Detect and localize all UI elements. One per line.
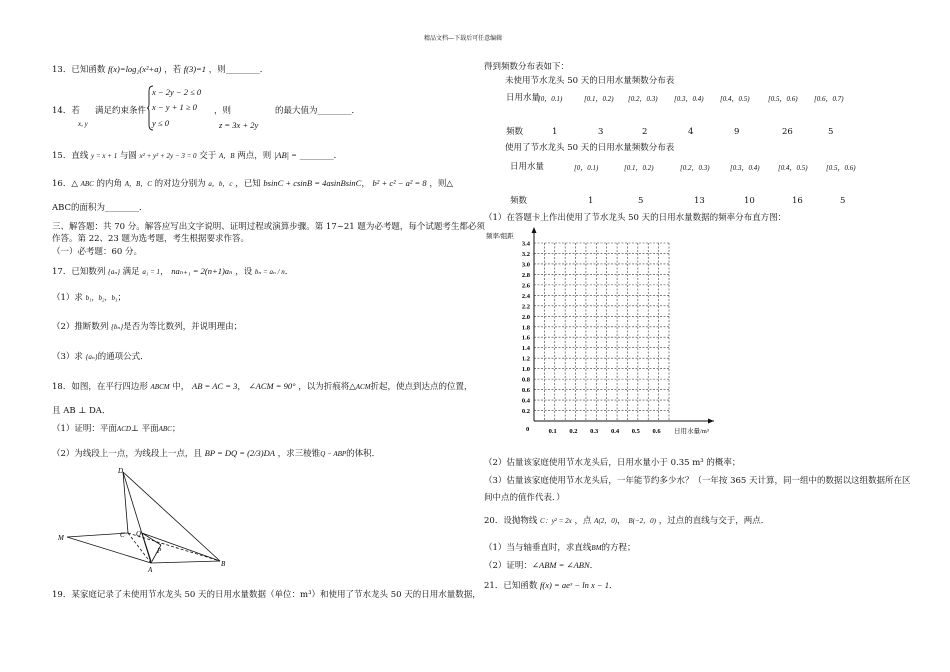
label-A: A [148,566,153,574]
y-tick-1.4: 1.4 [521,345,530,353]
q18-text-3: 折起，使点到达点的位置， [370,382,473,392]
q18-text-2: ，以为折痕将△ [298,382,356,392]
q14-answer-blank: 的最大值为________． [275,106,361,116]
x-tick-0.4: 0.4 [610,428,620,435]
q19-part-3-line-1: （3）估量该家庭使用节水龙头后，一年能节约多少水？（一年按 365 天计算，同一组中的数据以这组数据所在区 [484,476,911,486]
q18-line-2: 且 AB ⊥ DA． [52,406,111,416]
y-tick-0.4: 0.4 [521,397,530,405]
table1-bin-4: [0.4，0.5) [720,95,750,103]
q20-point-a: A(2，0) [594,517,618,525]
q16-equation-1: bsinC + csinB = 4asinBsinC [263,178,362,188]
q14-text: 满足约束条件 [95,106,147,116]
table1-title: 未使用节水龙头 50 天的日用水量频数分布表 [505,76,675,86]
y-tick-2.6: 2.6 [521,282,530,290]
y-tick-2.2: 2.2 [521,303,530,311]
q17-sequence: {aₙ} [108,268,120,276]
q17-recurrence: naₙ₊₁ = 2(n+1)aₙ [171,266,233,276]
q14-then: ，则 [214,106,232,116]
q15-number: 15．直线 [52,151,89,161]
table2-count-5: 5 [840,196,846,206]
section3-line-3: （一）必考题：60 分。 [52,247,143,257]
table1-count-1: 3 [598,127,604,137]
table2-count-3: 10 [744,196,755,206]
q20-part-1: （1）当与轴垂直时，求直线BM的方程； [484,543,636,553]
q18-equation-1: AB = AC = 3 [192,381,238,391]
table2-countlabel: 频数 [510,196,528,206]
page-header: 精品文档---下载后可任意编辑 [424,35,503,42]
q15-ab: |AB| = [273,150,297,160]
table2-bin-0: [0，0.1) [574,164,599,172]
label-Q: Q [136,530,142,538]
label-P: P [157,547,162,555]
table1-bin-5: [0.5，0.6) [768,95,798,103]
question-18 [52,381,473,392]
y-tick-3.2: 3.2 [521,250,530,258]
q16-triangle: ABC [80,180,94,188]
q16-area-line: ABC的面积为________． [52,203,148,213]
x-tick-0.5: 0.5 [631,428,640,435]
y-tick-1.0: 1.0 [521,366,530,374]
q16-text-1: 的内角 [96,179,123,189]
y-axis-arrow [532,227,537,233]
y-tick-3.4: 3.4 [521,240,530,248]
q19-part-2: （2）估量该家庭使用节水龙头后，日用水量小于 0.35 m³ 的概率； [484,458,741,468]
question-16 [52,178,453,189]
table1-count-3: 4 [688,127,694,137]
table1-count-6: 5 [828,127,834,137]
table2-count-2: 13 [694,196,705,206]
y-tick-1.6: 1.6 [521,334,530,342]
table2-bin-1: [0.1，0.2) [624,164,654,172]
x-tick-0.3: 0.3 [590,428,599,435]
table2-bin-3: [0.3，0.4) [730,164,760,172]
x-tick-0.6: 0.6 [652,428,661,435]
section3-line-2: 作答。第 22、23 题为选考题，考生根据要求作答。 [52,234,250,244]
y-tick-0.8: 0.8 [521,376,530,384]
q17-part-3: （3）求 {aₙ}的通项公式． [52,352,149,362]
y-tick-2.8: 2.8 [521,271,530,279]
q14-variables: x, y [78,120,88,128]
table1-count-0: 1 [552,127,558,137]
q16-sides: a，b，c [208,180,233,188]
q18-geometry-figure [55,465,245,575]
q18-triangle: ACM [355,383,371,391]
q19-part-1: （1）在答题卡上作出使用了节水龙头 50 天的日用水量数据的频率分布直方图： [484,213,787,223]
q13-answer-blank: ，则________． [208,65,269,75]
question-20: 20．设抛物线 C：y² = 2x ，点 A(2，0)， B(−2，0) ，过点的直线与交于，两点． [484,516,770,526]
q17-part-1: （1）求 b₁，b₂，b₃； [52,293,126,303]
question-19: 19．某家庭记录了未使用节水龙头 50 天的日用水量数据（单位：m³）和使用了节水龙头 50 天的日用水量数据， [52,590,481,600]
table2-bin-4: [0.4，0.5) [778,164,808,172]
y-tick-1.8: 1.8 [521,324,530,332]
y-tick-0.6: 0.6 [521,387,530,395]
q13-condition: f(3)=1 [183,64,207,74]
table1-bin-1: [0.1，0.2) [584,95,614,103]
table1-rowlabel: 日用水量 [506,93,541,103]
table-intro: 得到频数分布表如下： [484,62,570,72]
q21-function: f(x) = aeˣ − ln x − 1 [540,580,609,590]
y-tick-1.2: 1.2 [521,355,530,363]
question-15 [52,150,342,161]
q18-angle: ∠ACM = 90° [248,381,296,391]
label-D: D [118,467,124,475]
y-tick-2.0: 2.0 [521,313,530,321]
question-13 [52,64,268,75]
q13-text: ，若 [164,65,182,75]
q19-part-3-line-2: 间中点的值作代表．） [484,493,565,503]
histogram-grid [484,226,724,442]
origin-label: 0 [526,426,530,433]
q16-text-2: 的对边分别为 [154,179,206,189]
table1-count-4: 9 [734,127,740,137]
q15-text-2: 交于 [199,151,217,161]
x-axis-label: 日用水量/m³ [674,428,709,435]
q15-answer-blank: ________． [299,151,343,161]
x-tick-0.2: 0.2 [569,428,578,435]
x-tick-0.1: 0.1 [548,428,557,435]
q17-text-1: 满足 [122,267,140,277]
y-tick-2.4: 2.4 [521,292,530,300]
table2-title: 使用了节水龙头 50 天的日用水量频数分布表 [505,143,675,153]
label-B: B [221,560,226,568]
table2-count-0: 1 [588,196,594,206]
question-17 [52,266,293,277]
table2-count-4: 16 [792,196,803,206]
table1-bin-2: [0.2，0.3) [628,95,658,103]
table1-count-5: 26 [782,127,793,137]
q13-function: f(x)=log₂(x²+a) [108,64,162,74]
q16-angles: A，B，C [124,180,152,188]
label-M: M [58,534,64,542]
q14-constraint-2: x − y + 1 ≥ 0 [152,102,197,112]
q17-text-2: ，设 [235,267,253,277]
q14-constraint-3: y ≤ 0 [152,118,169,128]
table2-rowlabel: 日用水量 [510,162,545,172]
q20-parabola: C：y² = 2x [540,517,572,525]
y-tick-0.2: 0.2 [521,408,530,416]
q14-number: 14．若 [52,106,80,116]
y-axis-label: 频率/组距 [486,233,514,240]
q17-comma: ， [160,267,169,277]
table2-bin-5: [0.5，0.6) [826,164,856,172]
q15-text-3: 两点，则 [237,151,272,161]
q18-text-1: 中， [172,382,190,392]
section3-line-1: 三、解答题：共 70 分。解答应写出文字说明、证明过程或演算步骤。第 17~21 题为必考题，每个试题考生都必须 [52,222,485,232]
q20-part-2: （2）证明：∠ABM = ∠ABN． [484,560,599,571]
question-21: 21．已知函数 f(x) = aeˣ − ln x − 1． [484,580,618,591]
table2-count-1: 5 [638,196,644,206]
q17-period: ． [284,267,294,277]
q14-constraint-1: x − 2y − 2 ≤ 0 [152,87,202,97]
label-C: C [120,531,125,539]
q14-objective: z = 3x + 2y [219,120,259,130]
q15-points: A，B [218,152,235,160]
q17-part-2: （2）推断数列 {bₙ}是否为等比数列，并说明理由； [52,322,243,332]
q15-circle: x² + y² + 2y − 3 = 0 [139,152,197,160]
q18-part-1: （1）证明：平面ACD⊥ 平面ABC； [52,424,181,434]
table1-bin-3: [0.3，0.4) [674,95,704,103]
q16-equation-2: b² + c² − a² = 8 [372,178,427,188]
x-axis-arrow [708,419,714,424]
q13-number: 13．已知函数 [52,65,106,75]
q16-comma: ， [361,179,370,189]
q15-text-1: 与圆 [119,151,137,161]
q18-part-2: （2）为线段上一点，为线段上一点，且 BP = DQ = (2/3)DA ，求三棱锥Q − ABP的体积． [52,448,381,459]
table1-bin-0: [0，0.1) [538,95,563,103]
q17-b-definition: bₙ = aₙ / n [254,268,285,276]
q15-line: y = x + 1 [91,152,118,160]
q18-quadrilateral: ABCM [150,383,170,391]
q18-number: 18．如图，在平行四边形 [52,382,148,392]
table1-count-2: 2 [642,127,648,137]
q18-comma: ， [237,382,246,392]
q17-a1: a₁ = 1 [142,268,161,276]
q17-number: 17．已知数列 [52,267,106,277]
q16-number: 16．△ [52,179,78,189]
y-tick-3.0: 3.0 [521,261,530,269]
q16-text-3: ，已知 [235,179,261,189]
table1-countlabel: 频数 [506,127,524,137]
q16-text-4: ，则△ [429,179,453,189]
table2-bin-2: [0.2，0.3) [680,164,710,172]
q20-point-b: B(−2，0) [628,517,657,525]
table1-bin-6: [0.6，0.7) [814,95,844,103]
